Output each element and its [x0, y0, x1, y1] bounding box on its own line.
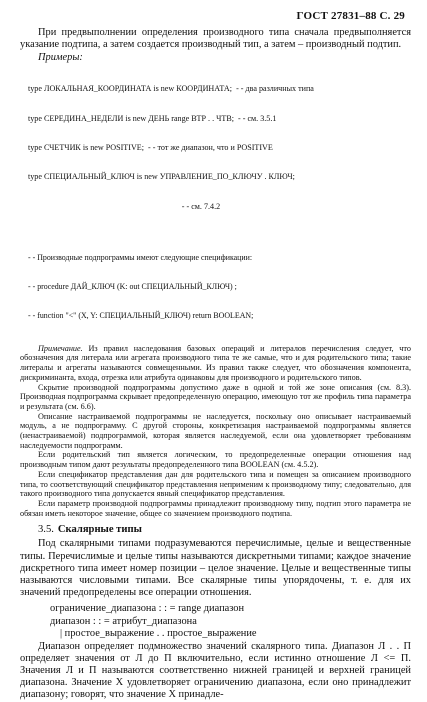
note-paragraph-6: Если параметр производной подпрограммы принадлежит производному типу, подтип этого параметра не обязан иметь некоторое значение, общее со значением производного подтипа. [20, 498, 411, 518]
examples-label: Примеры: [38, 52, 83, 64]
code-line: - - см. 7.4.2 [28, 201, 221, 211]
code-line: - - function "<" (X, Y: СПЕЦИАЛЬНЫЙ_КЛЮЧ) return BOOLEAN; [28, 310, 254, 320]
code-line: - - procedure ДАЙ_КЛЮЧ (K: out СПЕЦИАЛЬНЫЙ_КЛЮЧ) ; [28, 282, 237, 292]
code-line: type СЧЕТЧИК is new POSITIVE; - - тот же диапазон, что и POSITIVE [28, 142, 273, 152]
note-paragraph-3: Описание настраиваемой подпрограммы не наследуется, поскольку оно описывает настраиваемый модуль, а не подпрограмму. С другой стороны, конкретизация настраиваемой подпрограммы является (ненастраиваемой) подпрограммой, которая является наследуемой, если она удовлетворяет требованиям наследуемости подпрограмм. [20, 411, 411, 450]
note-text: Из правил наследования базовых операций и литералов перечисления следует, что обозначения для литерала или агрегата производного типа те же самые, что и для родительского типа; такие литералы и агрегаты называются совмещенными. Из правил также следует, что обозначения компонента, дискриминанта, входа, отрезка или атрибута одинаковы для производного и родительского типов. [20, 343, 411, 382]
page-content [20, 27, 411, 702]
scalar-paragraph-1: Под скалярными типами подразумеваются перечислимые, целые и вещественные типы. Перечислимые и целые типы называются дискретными типами; каждое значение дискретного типа имеет номер позиции – целое значение. Целые и вещественные типы называются числовыми типами. Все скалярные типы упорядочены, т. е. для их значений предопределены все операции отношения. [20, 538, 411, 599]
code-line: type СПЕЦИАЛЬНЫЙ_КЛЮЧ is new УПРАВЛЕНИЕ_ПО_КЛЮЧУ . КЛЮЧ; [28, 172, 295, 182]
intro-paragraph: При предвыполнении определения производного типа сначала предвыполняется указание подтипа, а затем создается производный тип, а затем – производный подтип. [20, 27, 411, 51]
section-title: Скалярные типы [57, 524, 142, 536]
section-number: 3.5. [38, 524, 54, 536]
page-header: ГОСТ 27831–88 С. 29 [296, 10, 405, 22]
scalar-paragraph-2: Диапазон определяет подмножество значений скалярного типа. Диапазон Л . . П определяет значения от Л до П включительно, если истинно отношение Л <= П. Значения Л и П называются соответственно нижней границей и верхней границей диапазона. Значение X удовлетворяет ограничению диапазона, если оно принадлежит диапазону; говорят, что значение X принадле- [20, 640, 411, 701]
note-paragraph-2: Скрытие производной подпрограммы допустимо даже в одной и той же зоне описания (см. 8.3). Производная подпрограмма скрывает предопределенную операцию, имеющую тот же профиль типа параметра и результата (см. 6.6). [20, 382, 411, 411]
syntax-line: диапазон : : = атрибут_диапазона [50, 615, 197, 627]
note-label: Примечание. [38, 343, 83, 353]
syntax-line: ограничение_диапазона : : = range диапазон [50, 603, 245, 615]
syntax-line: | простое_выражение . . простое_выражение [60, 628, 257, 640]
code-line: type СЕРЕДИНА_НЕДЕЛИ is new ДЕНЬ range ВТР . . ЧТВ; - - см. 3.5.1 [28, 113, 277, 123]
code-line: type ЛОКАЛЬНАЯ_КООРДИНАТА is new КООРДИНАТА; - - два различных типа [28, 84, 314, 94]
note-paragraph-4: Если родительский тип является логическим, то предопределенные операции отношения над производным типом дают результаты предопределенного типа BOOLEAN (см. 4.5.2). [20, 450, 411, 470]
code-line: - - Производные подпрограммы имеют следующие спецификации: [28, 253, 253, 263]
note-paragraph [20, 344, 411, 383]
syntax-block [20, 603, 411, 640]
code-example-block [20, 65, 411, 232]
section-heading [20, 524, 411, 535]
note-paragraph-5: Если спецификатор представления дан для родительского типа и помещен за описанием производного типа, то соответствующий спецификатор представления неприменим к производному типу; следовательно, для такого производного типа допускается явный спецификатор представления. [20, 469, 411, 499]
code-comment-block [20, 234, 411, 340]
